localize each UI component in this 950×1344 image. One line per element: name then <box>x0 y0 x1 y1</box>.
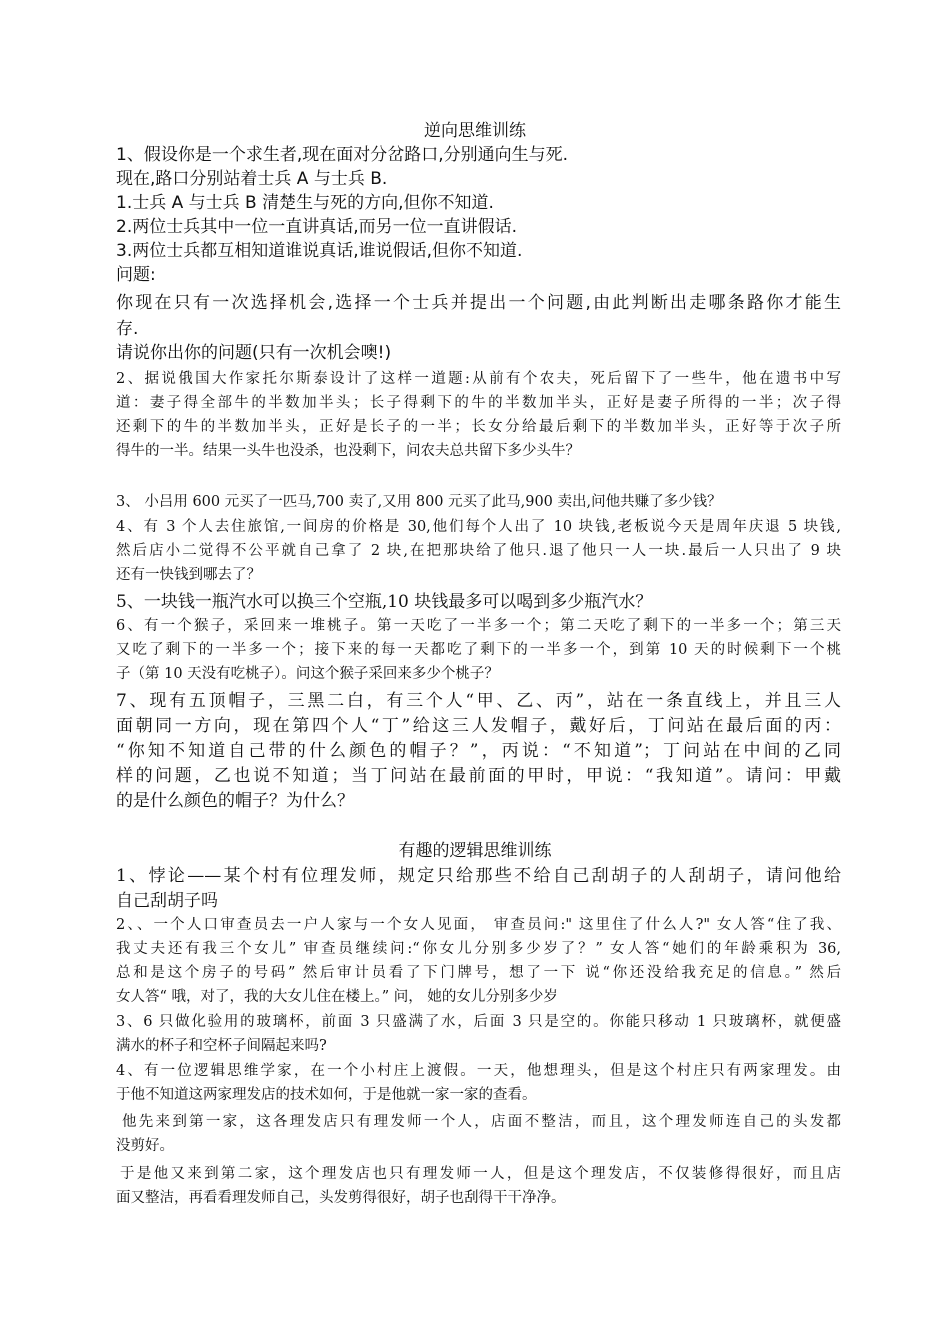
q4-line: 然后店小二觉得不公平就自己拿了 2 块,在把那块给了他只.退了他只一人一块.最后一人只出了 9 块 <box>116 543 841 559</box>
q1-line: 请说你出你的问题(只有一次机会噢!) <box>116 343 392 363</box>
q1-line: 现在,路口分别站着士兵 A 与士兵 B. <box>116 169 388 189</box>
q7-line: 面朝同一方向，现在第四个人“丁”给这三人发帽子，戴好后，丁问站在最后面的丙： <box>116 716 841 736</box>
q3-line: 3、 小吕用 600 元买了一匹马,700 卖了,又用 800 元买了此马,900 卖出,问他共赚了多少钱？ <box>116 494 722 510</box>
q7-line: “你知不知道自己带的什么颜色的帽子？”，丙说：“不知道”；丁问站在中间的乙同 <box>116 741 841 761</box>
logic-q1-line: 自己刮胡子吗 <box>116 891 218 911</box>
logic-q2-line: 女人答“ 哦，对了，我的大女儿住在楼上。” 问， 她的女儿分别多少岁 <box>116 989 558 1005</box>
q1-line: 3.两位士兵都互相知道谁说真话,谁说假话,但你不知道. <box>116 241 523 261</box>
q2-line: 还剩下的牛的半数加半头，正好是长子的一半；长女分给最后剩下的半数加半头，正好等于次子所 <box>116 419 841 435</box>
logic-q4-line: 于他不知道这两家理发店的技术如何，于是他就一家一家的查看。 <box>116 1087 537 1103</box>
q1-line: 2.两位士兵其中一位一直讲真话,而另一位一直讲假话. <box>116 217 518 237</box>
q7-line: 7、现有五顶帽子，三黑二白，有三个人“甲、乙、丙”，站在一条直线上，并且三人 <box>116 691 841 711</box>
logic-q2-line: 2、、一个人口审查员去一户人家与一个女人见面， 审查员问:" 这里住了什么人?" 女人答“住了我、 <box>116 917 841 933</box>
q2-line: 2、据说俄国大作家托尔斯泰设计了这样一道题:从前有个农夫，死后留下了一些牛，他在遗书中写 <box>116 371 841 387</box>
logic-q3-line: 满水的杯子和空杯子间隔起来吗? <box>116 1038 327 1054</box>
logic-q4-line: 于是他又来到第二家，这个理发店也只有理发师一人，但是这个理发店，不仅装修得很好，而且店 <box>120 1166 841 1182</box>
q1-line: 1.士兵 A 与士兵 B 清楚生与死的方向,但你不知道. <box>116 193 494 213</box>
logic-q4-line: 他先来到第一家，这各理发店只有理发师一个人，店面不整洁，而且，这个理发师连自己的头发都 <box>122 1114 841 1130</box>
section2-title: 有趣的逻辑思维训练 <box>398 841 552 861</box>
logic-q4-line: 没剪好。 <box>116 1138 174 1154</box>
q5-line: 5、一块钱一瓶汽水可以换三个空瓶,10 块钱最多可以喝到多少瓶汽水？ <box>116 592 653 612</box>
q1-line: 1、假设你是一个求生者,现在面对分岔路口,分别通向生与死. <box>116 145 569 165</box>
q1-line: 存. <box>116 319 139 339</box>
q6-line: 6、有一个猴子，采回来一堆桃子。第一天吃了一半多一个；第二天吃了剩下的一半多一个；第三天 <box>116 618 841 634</box>
q7-line: 的是什么颜色的帽子？为什么？ <box>116 791 354 811</box>
q4-line: 4、有 3 个人去住旅馆,一间房的价格是 30,他们每个人出了 10 块钱,老板说今天是周年庆退 5 块钱, <box>116 519 841 535</box>
q7-line: 样的问题，乙也说不知道；当丁问站在最前面的甲时，甲说：“我知道”。请问：甲戴 <box>116 766 841 786</box>
q1-line: 问题: <box>116 265 156 285</box>
logic-q4-line: 面又整洁，再看看理发师自己，头发剪得很好，胡子也刮得干干净净。 <box>116 1190 566 1206</box>
logic-q1-line: 1、悖论——某个村有位理发师，规定只给那些不给自己刮胡子的人刮胡子，请问他给 <box>116 866 841 886</box>
logic-q3-line: 3、6 只做化验用的玻璃杯，前面 3 只盛满了水，后面 3 只是空的。你能只移动 1 只玻璃杯，就便盛 <box>116 1014 841 1030</box>
q2-line: 道：妻子得全部牛的半数加半头；长子得剩下的牛的半数加半头，正好是妻子所得的一半；次子得 <box>116 395 841 411</box>
q2-line: 得牛的一半。结果一头牛也没杀，也没剩下，问农夫总共留下多少头牛？ <box>116 443 580 459</box>
q6-line: 子（第 10 天没有吃桃子）。问这个猴子采回来多少个桃子？ <box>116 666 499 682</box>
logic-q4-line: 4、有一位逻辑思维学家，在一个小村庄上渡假。一天，他想理头，但是这个村庄只有两家理发。由 <box>116 1063 841 1079</box>
logic-q2-line: 总和是这个房子的号码” 然后审计员看了下门牌号，想了一下 说“你还没给我充足的信息。” 然后 <box>116 965 841 981</box>
logic-q2-line: 我丈夫还有我三个女儿” 审查员继续问:“你女儿分别多少岁了？” 女人答“她们的年龄乘积为 36, <box>116 941 841 957</box>
q1-line: 你现在只有一次选择机会,选择一个士兵并提出一个问题,由此判断出走哪条路你才能生 <box>116 293 841 313</box>
q4-line: 还有一快钱到哪去了？ <box>116 567 261 583</box>
q6-line: 又吃了剩下的一半多一个；接下来的每一天都吃了剩下的一半多一个，到第 10 天的时候剩下一个桃 <box>116 642 841 658</box>
section1-title: 逆向思维训练 <box>424 121 526 141</box>
